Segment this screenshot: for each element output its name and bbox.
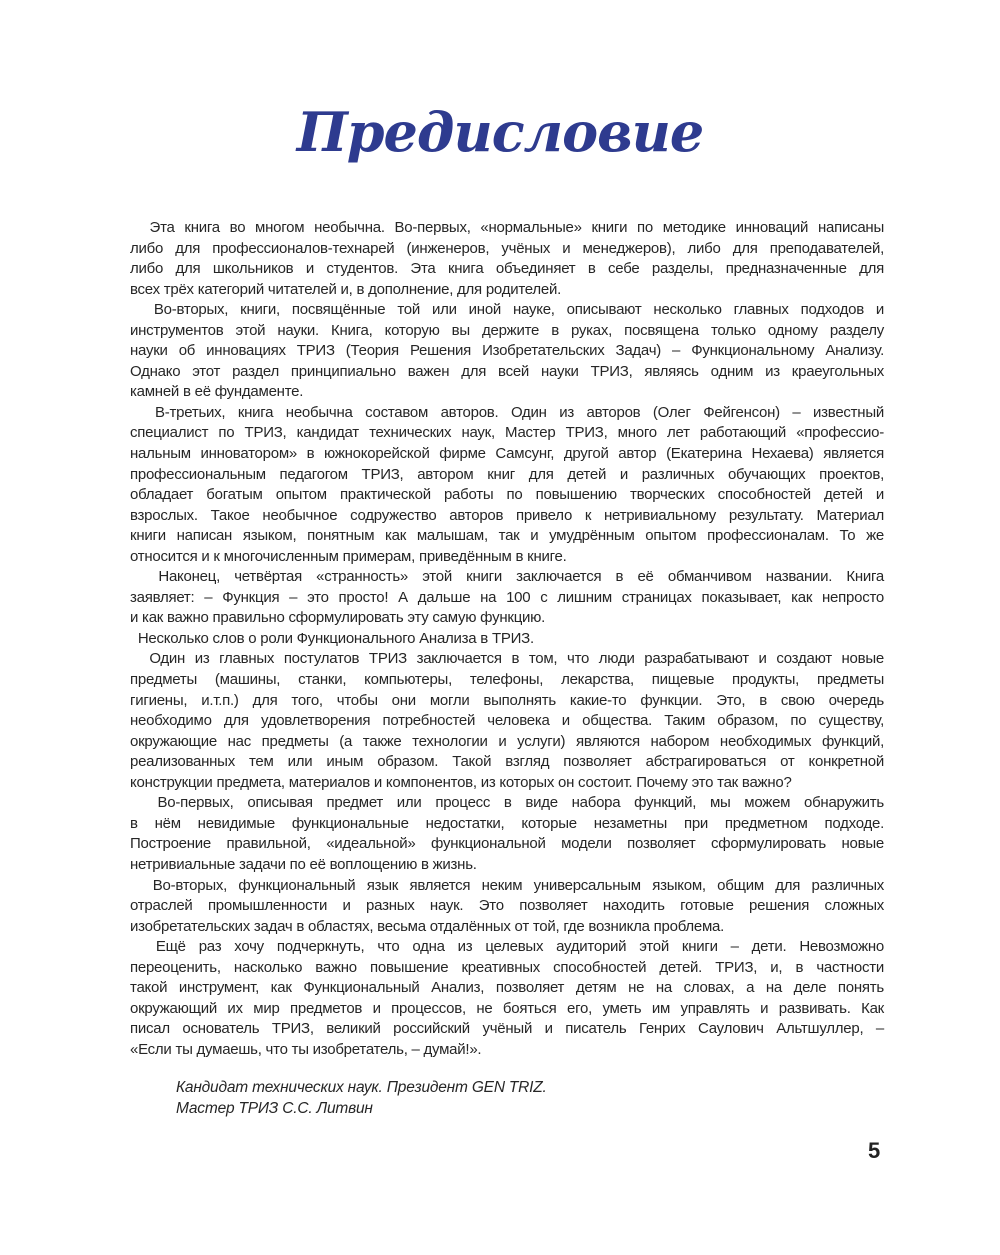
signature-line-2: Мастер ТРИЗ С.С. Литвин <box>176 1100 373 1117</box>
paragraph <box>130 876 884 938</box>
text-line: в нём невидимые функциональные недостатки, которые незаметны при предметном подходе. <box>130 814 884 832</box>
text-line: отраслей промышленности и разных наук. Это позволяет находить готовые решения сложных <box>130 897 884 915</box>
text-line: профессиональным педагогом ТРИЗ, автором книг для детей и различных обучающих проектов, <box>130 465 884 483</box>
text-line: либо для профессионалов-технарей (инженеров, учёных и менеджеров), либо для преподавателей, <box>130 239 884 257</box>
text-line: камней в её фундаменте. <box>130 383 304 401</box>
text-line: окружающие нас предметы (а также технологии и услуги) являются набором необходимых функций, <box>130 732 884 750</box>
text-line: В-третьих, книга необычна составом авторов. Один из авторов (Олег Фейгенсон) – известный <box>130 403 884 421</box>
text-line: Во-вторых, функциональный язык является неким универсальным языком, общим для различных <box>130 876 884 894</box>
text-line: заявляет: – Функция – это просто! А дальше на 100 с лишним страницах показывает, как непросто <box>130 588 884 606</box>
text-line: и как важно правильно сформулировать эту самую функцию. <box>130 609 546 627</box>
text-line: переоценить, насколько важно повышение креативных способностей детей. ТРИЗ, и, в частности <box>130 958 884 976</box>
text-line: специалист по ТРИЗ, кандидат технических наук, Мастер ТРИЗ, много лет работающий «профессио- <box>130 424 884 442</box>
text-line: инструментов этой науки. Книга, которую вы держите в руках, посвящена только одному разделу <box>130 321 884 339</box>
text-line: окружающий их мир предметов и процессов, не бояться его, уметь им управлять и развивать. Как <box>130 999 884 1017</box>
text-line: «Если ты думаешь, что ты изобретатель, – думай!». <box>130 1040 482 1058</box>
text-line: предметы (машины, станки, компьютеры, телефоны, лекарства, пищевые продукты, предметы <box>130 671 884 689</box>
text-line: Во-вторых, книги, посвящённые той или иной науке, описывают несколько главных подходов и <box>130 301 884 319</box>
paragraph <box>130 937 884 1060</box>
paragraph <box>130 300 884 403</box>
text-line: Ещё раз хочу подчеркнуть, что одна из целевых аудиторий этой книги – дети. Невозможно <box>130 938 884 956</box>
text-line: книги написан языком, понятным как малышам, так и умудрённым опытом профессионалам. То же <box>130 527 884 545</box>
text-line: Один из главных постулатов ТРИЗ заключается в том, что люди разрабатывают и создают новые <box>130 650 884 668</box>
text-line: взрослых. Такое необычное содружество авторов привело к нетривиальному результату. Материал <box>130 506 884 524</box>
paragraph <box>130 649 884 793</box>
text-line: необходимо для удовлетворения потребностей человека и общества. Таким образом, по существу, <box>130 712 884 730</box>
text-line: либо для школьников и студентов. Эта книга объединяет в себе разделы, предназначенные для <box>130 260 884 278</box>
text-line: всех трёх категорий читателей и, в дополнение, для родителей. <box>130 280 562 298</box>
text-line: Однако этот раздел принципиально важен для всей науки ТРИЗ, являясь одним из краеугольных <box>130 362 884 380</box>
text-line: нетривиальные задачи по её воплощению в жизнь. <box>130 855 477 873</box>
text-line: гигиены, и.т.п.) для того, чтобы они могли выполнять какие-то функции. Это, в свою очередь <box>130 691 884 709</box>
paragraph <box>130 403 884 567</box>
signature-line-1: Кандидат технических наук. Президент GEN TRIZ. <box>176 1079 547 1096</box>
page-number: 5 <box>868 1138 881 1163</box>
text-line: конструкции предмета, материалов и компонентов, из которых он состоит. Почему это так важно? <box>130 773 792 791</box>
text-line: писал основатель ТРИЗ, великий российский учёный и писатель Генрих Саулович Альтшуллер, – <box>130 1020 884 1038</box>
paragraph <box>130 218 884 300</box>
text-line: такой инструмент, как Функциональный Анализ, позволяет детям не на словах, а на деле понять <box>130 979 884 997</box>
paragraph <box>130 793 884 875</box>
text-line: изобретательских задач в областях, весьма отдалённых от той, где возникла проблема. <box>130 917 725 935</box>
text-line: Несколько слов о роли Функционального Анализа в ТРИЗ. <box>130 629 534 647</box>
preface-body <box>130 218 884 1060</box>
text-line: науки об инновациях ТРИЗ (Теория Решения Изобретательских Задач) – Функциональному Анализу. <box>130 342 884 360</box>
text-line: Эта книга во многом необычна. Во-первых, «нормальные» книги по методике инноваций написаны <box>130 219 884 236</box>
text-line: нальным инноватором» в южнокорейской фирме Самсунг, другой автор (Екатерина Нехаева) является <box>130 445 884 463</box>
text-line: Наконец, четвёртая «странность» этой книги заключается в её обманчивом названии. Книга <box>130 568 884 586</box>
text-line: Во-первых, описывая предмет или процесс в виде набора функций, мы можем обнаружить <box>130 794 884 812</box>
text-line: обладает богатым опытом практической работы по повышению творческих способностей детей и <box>130 486 884 504</box>
paragraph <box>130 567 884 629</box>
signature <box>176 1077 547 1119</box>
page-title: Предисловие <box>296 100 704 164</box>
text-line: Построение правильной, «идеальной» функциональной модели позволяет сформулировать новые <box>130 835 884 853</box>
text-line: относится и к многочисленным примерам, приведённым в книге. <box>130 547 567 565</box>
paragraph <box>130 629 884 650</box>
text-line: реализованных тем или иным образом. Такой взгляд позволяет абстрагироваться от конкретной <box>130 753 884 771</box>
